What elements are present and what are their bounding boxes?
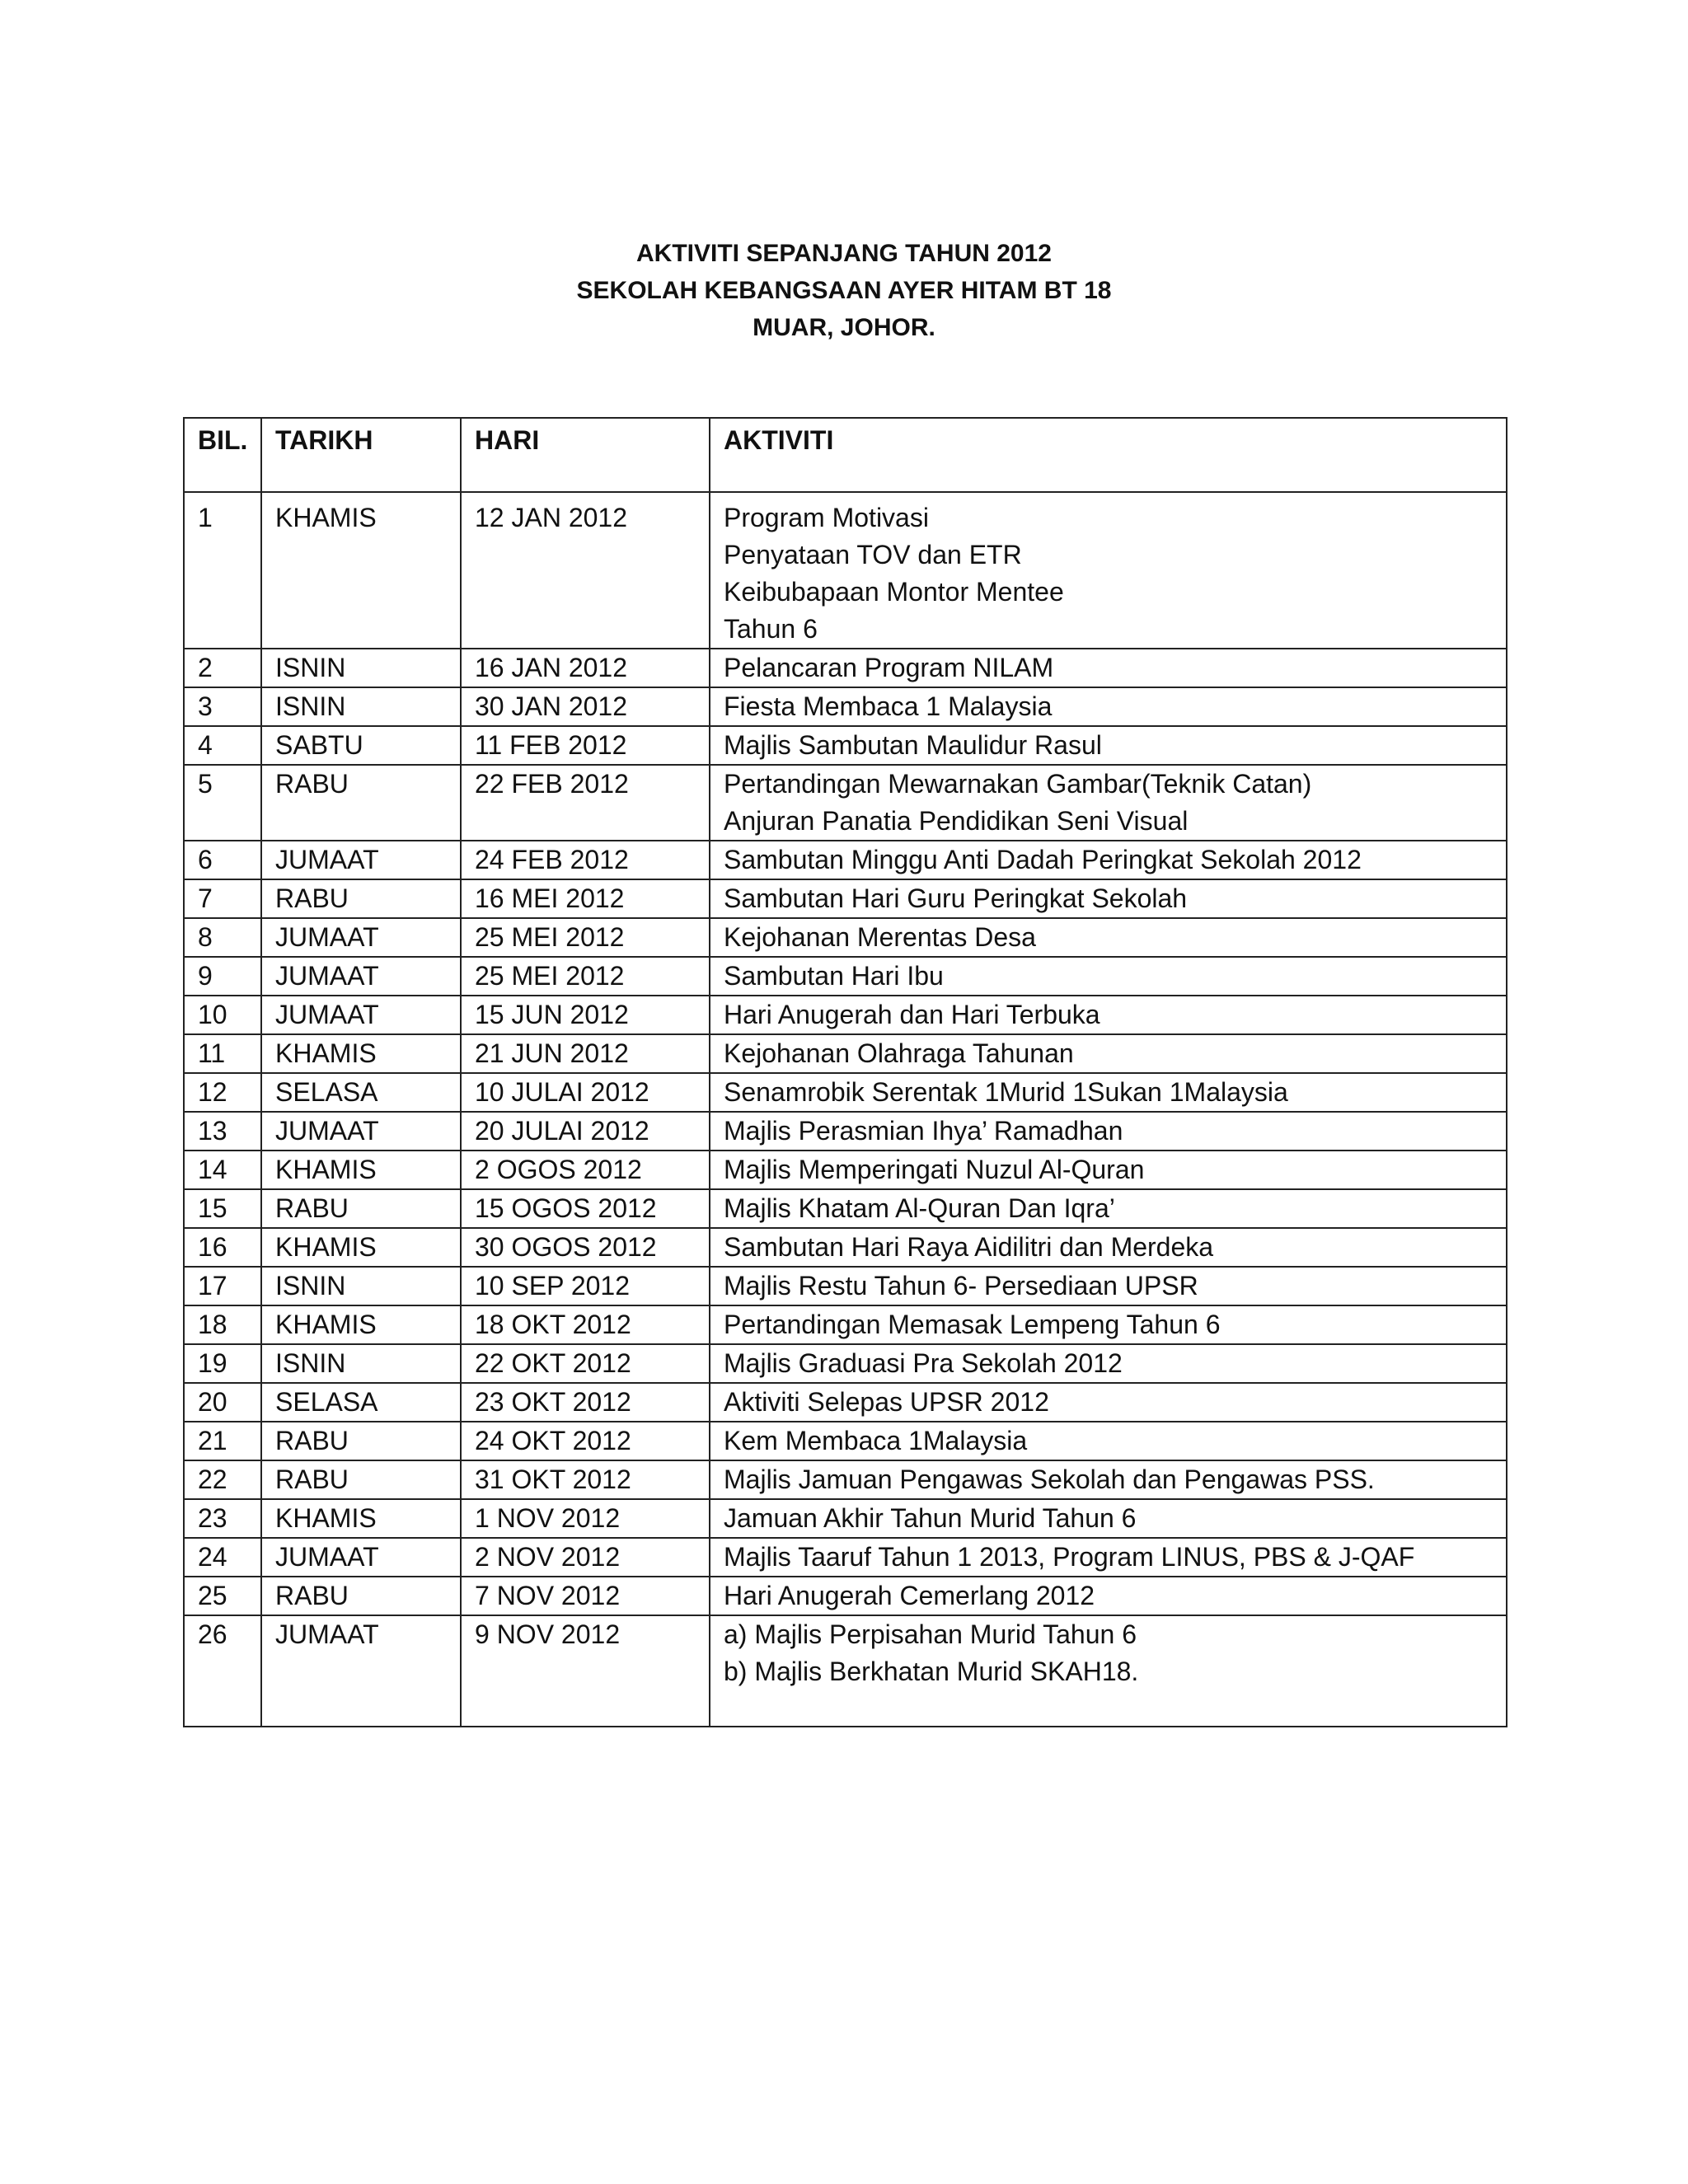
cell-bil: 21 <box>184 1422 261 1460</box>
table-row <box>184 1422 1507 1460</box>
aktiviti-line: Majlis Restu Tahun 6- Persediaan UPSR <box>724 1271 1198 1301</box>
cell-aktiviti <box>710 765 1507 841</box>
aktiviti-line: Pertandingan Memasak Lempeng Tahun 6 <box>724 1310 1221 1339</box>
cell-hari: 16 JAN 2012 <box>461 649 710 687</box>
aktiviti-line: Majlis Memperingati Nuzul Al-Quran <box>724 1155 1145 1184</box>
cell-bil: 11 <box>184 1034 261 1073</box>
cell-aktiviti <box>710 957 1507 996</box>
table-row <box>184 687 1507 726</box>
cell-bil: 25 <box>184 1577 261 1615</box>
cell-hari: 10 SEP 2012 <box>461 1267 710 1305</box>
activity-table <box>183 417 1507 1727</box>
cell-tarikh: SELASA <box>261 1383 461 1422</box>
table-row <box>184 1189 1507 1228</box>
aktiviti-line: Majlis Sambutan Maulidur Rasul <box>724 730 1102 760</box>
cell-aktiviti <box>710 492 1507 649</box>
cell-tarikh: JUMAAT <box>261 841 461 879</box>
aktiviti-line: Majlis Khatam Al-Quran Dan Iqra’ <box>724 1193 1115 1223</box>
cell-tarikh: JUMAAT <box>261 1615 461 1727</box>
cell-bil: 15 <box>184 1189 261 1228</box>
aktiviti-line: Fiesta Membaca 1 Malaysia <box>724 691 1053 721</box>
cell-bil: 3 <box>184 687 261 726</box>
aktiviti-line: Sambutan Hari Ibu <box>724 961 944 991</box>
title-line-2: SEKOLAH KEBANGSAAN AYER HITAM BT 18 <box>576 277 1112 304</box>
table-row <box>184 1034 1507 1073</box>
table-row <box>184 1460 1507 1499</box>
cell-tarikh: JUMAAT <box>261 1538 461 1577</box>
table-row <box>184 1267 1507 1305</box>
cell-tarikh: ISNIN <box>261 1267 461 1305</box>
cell-tarikh: ISNIN <box>261 687 461 726</box>
cell-hari: 9 NOV 2012 <box>461 1615 710 1727</box>
cell-hari: 25 MEI 2012 <box>461 918 710 957</box>
cell-tarikh: SABTU <box>261 726 461 765</box>
document-title <box>0 235 1688 346</box>
cell-bil: 13 <box>184 1112 261 1151</box>
cell-aktiviti <box>710 1228 1507 1267</box>
aktiviti-line: Kem Membaca 1Malaysia <box>724 1426 1028 1455</box>
header-hari: HARI <box>461 418 710 492</box>
aktiviti-line: Majlis Graduasi Pra Sekolah 2012 <box>724 1348 1123 1378</box>
cell-tarikh: SELASA <box>261 1073 461 1112</box>
cell-aktiviti <box>710 1151 1507 1189</box>
cell-tarikh: KHAMIS <box>261 1034 461 1073</box>
table-row <box>184 1112 1507 1151</box>
aktiviti-line: Program Motivasi <box>724 503 929 532</box>
cell-hari: 20 JULAI 2012 <box>461 1112 710 1151</box>
cell-tarikh: RABU <box>261 1577 461 1615</box>
cell-bil: 20 <box>184 1383 261 1422</box>
cell-bil: 9 <box>184 957 261 996</box>
cell-aktiviti <box>710 1383 1507 1422</box>
table-row <box>184 1499 1507 1538</box>
title-line-3: MUAR, JOHOR. <box>753 314 935 341</box>
cell-hari: 16 MEI 2012 <box>461 879 710 918</box>
cell-bil: 23 <box>184 1499 261 1538</box>
aktiviti-line: Jamuan Akhir Tahun Murid Tahun 6 <box>724 1503 1137 1533</box>
header-bil: BIL. <box>184 418 261 492</box>
cell-tarikh: ISNIN <box>261 649 461 687</box>
cell-aktiviti <box>710 1422 1507 1460</box>
cell-hari: 2 OGOS 2012 <box>461 1151 710 1189</box>
cell-hari: 11 FEB 2012 <box>461 726 710 765</box>
aktiviti-line: Sambutan Hari Guru Peringkat Sekolah <box>724 883 1188 913</box>
cell-bil: 7 <box>184 879 261 918</box>
aktiviti-line: Pertandingan Mewarnakan Gambar(Teknik Catan) <box>724 769 1312 799</box>
table-body <box>184 492 1507 1727</box>
cell-aktiviti <box>710 726 1507 765</box>
cell-tarikh: JUMAAT <box>261 957 461 996</box>
aktiviti-line: Penyataan TOV dan ETR <box>724 540 1022 569</box>
cell-aktiviti <box>710 1305 1507 1344</box>
aktiviti-line: Kejohanan Olahraga Tahunan <box>724 1038 1074 1068</box>
cell-aktiviti <box>710 918 1507 957</box>
cell-bil: 4 <box>184 726 261 765</box>
aktiviti-line: Sambutan Hari Raya Aidilitri dan Merdeka <box>724 1232 1214 1262</box>
aktiviti-line: Keibubapaan Montor Mentee <box>724 577 1064 607</box>
table-row <box>184 1577 1507 1615</box>
cell-aktiviti <box>710 1460 1507 1499</box>
aktiviti-line: Hari Anugerah dan Hari Terbuka <box>724 1000 1100 1029</box>
cell-hari: 25 MEI 2012 <box>461 957 710 996</box>
table-header-row <box>184 418 1507 492</box>
table-row <box>184 1151 1507 1189</box>
cell-aktiviti <box>710 1267 1507 1305</box>
title-line-1: AKTIVITI SEPANJANG TAHUN 2012 <box>636 240 1052 267</box>
table-row <box>184 649 1507 687</box>
cell-aktiviti <box>710 1615 1507 1727</box>
cell-tarikh: ISNIN <box>261 1344 461 1383</box>
aktiviti-line: Hari Anugerah Cemerlang 2012 <box>724 1581 1095 1610</box>
table-row <box>184 841 1507 879</box>
cell-tarikh: KHAMIS <box>261 1305 461 1344</box>
cell-tarikh: RABU <box>261 765 461 841</box>
table-row <box>184 996 1507 1034</box>
cell-hari: 21 JUN 2012 <box>461 1034 710 1073</box>
table-row <box>184 726 1507 765</box>
table-row <box>184 918 1507 957</box>
cell-hari: 7 NOV 2012 <box>461 1577 710 1615</box>
cell-hari: 2 NOV 2012 <box>461 1538 710 1577</box>
cell-bil: 2 <box>184 649 261 687</box>
cell-tarikh: KHAMIS <box>261 492 461 649</box>
cell-aktiviti <box>710 879 1507 918</box>
cell-aktiviti <box>710 1538 1507 1577</box>
table-row <box>184 957 1507 996</box>
aktiviti-line: Senamrobik Serentak 1Murid 1Sukan 1Malaysia <box>724 1077 1288 1107</box>
table-row <box>184 879 1507 918</box>
cell-bil: 26 <box>184 1615 261 1727</box>
cell-bil: 5 <box>184 765 261 841</box>
cell-aktiviti <box>710 1034 1507 1073</box>
table-row <box>184 1344 1507 1383</box>
cell-tarikh: JUMAAT <box>261 918 461 957</box>
cell-tarikh: RABU <box>261 1422 461 1460</box>
cell-aktiviti <box>710 1189 1507 1228</box>
cell-bil: 6 <box>184 841 261 879</box>
cell-bil: 22 <box>184 1460 261 1499</box>
aktiviti-line: Majlis Perasmian Ihya’ Ramadhan <box>724 1116 1123 1146</box>
cell-hari: 1 NOV 2012 <box>461 1499 710 1538</box>
table-row <box>184 765 1507 841</box>
cell-bil: 14 <box>184 1151 261 1189</box>
aktiviti-line: b) Majlis Berkhatan Murid SKAH18. <box>724 1657 1139 1686</box>
cell-tarikh: RABU <box>261 1460 461 1499</box>
cell-hari: 23 OKT 2012 <box>461 1383 710 1422</box>
cell-aktiviti <box>710 841 1507 879</box>
aktiviti-line: Majlis Taaruf Tahun 1 2013, Program LINUS, PBS & J-QAF <box>724 1542 1415 1572</box>
cell-tarikh: KHAMIS <box>261 1499 461 1538</box>
cell-bil: 1 <box>184 492 261 649</box>
cell-bil: 12 <box>184 1073 261 1112</box>
table-row <box>184 1073 1507 1112</box>
table-row <box>184 1305 1507 1344</box>
cell-bil: 24 <box>184 1538 261 1577</box>
cell-tarikh: JUMAAT <box>261 1112 461 1151</box>
table-row <box>184 1383 1507 1422</box>
cell-aktiviti <box>710 1499 1507 1538</box>
cell-hari: 22 OKT 2012 <box>461 1344 710 1383</box>
cell-hari: 30 OGOS 2012 <box>461 1228 710 1267</box>
cell-bil: 17 <box>184 1267 261 1305</box>
aktiviti-line: Sambutan Minggu Anti Dadah Peringkat Sekolah 2012 <box>724 845 1362 874</box>
table-row <box>184 492 1507 649</box>
aktiviti-line: Anjuran Panatia Pendidikan Seni Visual <box>724 806 1189 836</box>
cell-aktiviti <box>710 1577 1507 1615</box>
aktiviti-line: a) Majlis Perpisahan Murid Tahun 6 <box>724 1619 1137 1649</box>
cell-bil: 18 <box>184 1305 261 1344</box>
cell-hari: 24 OKT 2012 <box>461 1422 710 1460</box>
cell-hari: 12 JAN 2012 <box>461 492 710 649</box>
cell-bil: 16 <box>184 1228 261 1267</box>
cell-tarikh: RABU <box>261 879 461 918</box>
aktiviti-line: Aktiviti Selepas UPSR 2012 <box>724 1387 1049 1417</box>
cell-bil: 8 <box>184 918 261 957</box>
aktiviti-line: Pelancaran Program NILAM <box>724 653 1054 682</box>
cell-aktiviti <box>710 1344 1507 1383</box>
aktiviti-line: Majlis Jamuan Pengawas Sekolah dan Pengawas PSS. <box>724 1465 1375 1494</box>
table-row <box>184 1615 1507 1727</box>
cell-tarikh: JUMAAT <box>261 996 461 1034</box>
cell-hari: 15 OGOS 2012 <box>461 1189 710 1228</box>
cell-bil: 19 <box>184 1344 261 1383</box>
cell-bil: 10 <box>184 996 261 1034</box>
cell-aktiviti <box>710 687 1507 726</box>
table-row <box>184 1228 1507 1267</box>
cell-hari: 15 JUN 2012 <box>461 996 710 1034</box>
cell-hari: 18 OKT 2012 <box>461 1305 710 1344</box>
cell-hari: 30 JAN 2012 <box>461 687 710 726</box>
cell-aktiviti <box>710 996 1507 1034</box>
cell-tarikh: KHAMIS <box>261 1151 461 1189</box>
header-aktiviti: AKTIVITI <box>710 418 1507 492</box>
cell-aktiviti <box>710 649 1507 687</box>
cell-hari: 10 JULAI 2012 <box>461 1073 710 1112</box>
cell-aktiviti <box>710 1073 1507 1112</box>
aktiviti-line: Kejohanan Merentas Desa <box>724 922 1036 952</box>
header-tarikh: TARIKH <box>261 418 461 492</box>
cell-tarikh: RABU <box>261 1189 461 1228</box>
cell-hari: 31 OKT 2012 <box>461 1460 710 1499</box>
aktiviti-line: Tahun 6 <box>724 614 818 644</box>
cell-tarikh: KHAMIS <box>261 1228 461 1267</box>
table-row <box>184 1538 1507 1577</box>
cell-hari: 24 FEB 2012 <box>461 841 710 879</box>
cell-hari: 22 FEB 2012 <box>461 765 710 841</box>
cell-aktiviti <box>710 1112 1507 1151</box>
